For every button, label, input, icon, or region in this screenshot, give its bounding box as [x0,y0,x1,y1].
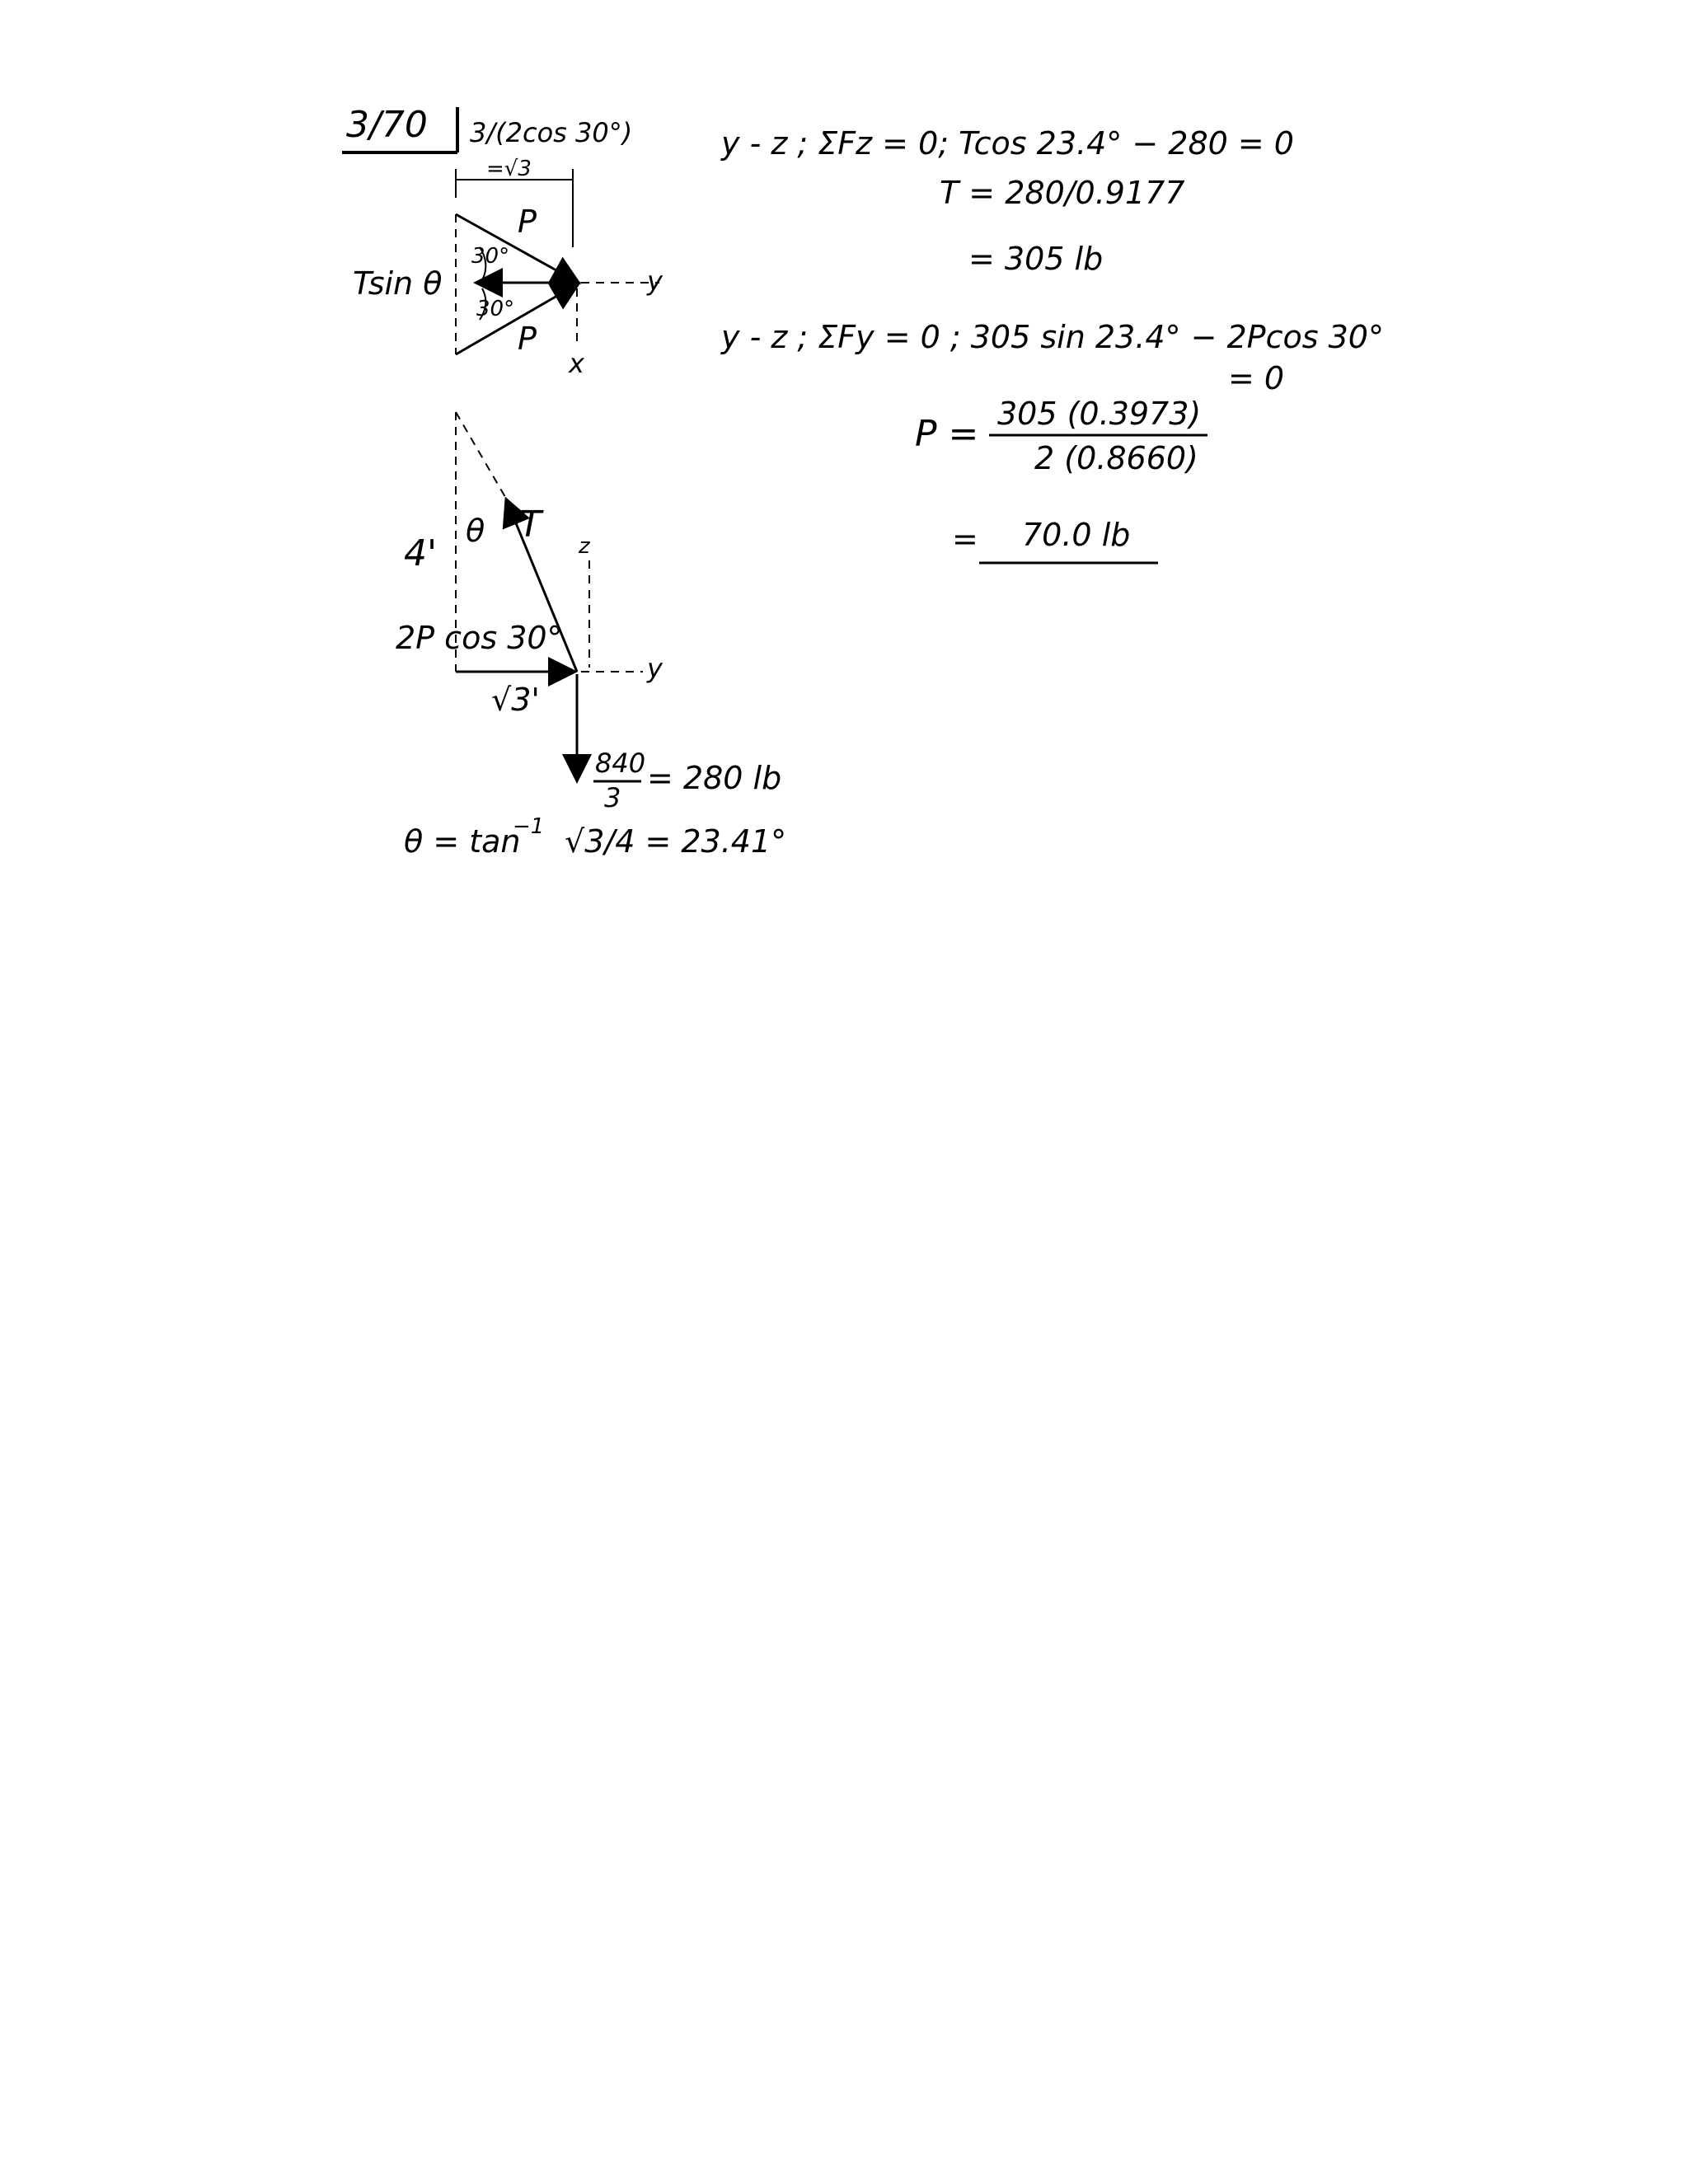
equation-T: T = 280/0.9177 [940,175,1185,211]
angle-bottom: 30° [476,297,515,321]
equation-P-result: 70.0 lb [1022,517,1131,553]
equation-T-result: = 305 lb [968,241,1104,277]
equation-P-result-equals: = [952,521,978,557]
label-P-top: P [518,204,537,240]
axis-x-top: x [569,348,584,379]
equation-sum-fy: y - z ; ΣFy = 0 ; 305 sin 23.4° − 2Pcos 30° [721,319,1384,355]
geometry-value: =√3 [486,157,532,181]
theta-equation-rhs: √3/4 = 23.41° [565,823,787,860]
equation-sum-fy-zero: = 0 [1228,360,1285,396]
top-view-triangle [456,214,659,357]
tension-label: T [519,504,542,546]
theta-label: θ [466,513,485,549]
weight-fraction-denominator: 3 [604,782,621,813]
angle-top: 30° [471,244,510,269]
theta-equation-sup: −1 [513,814,545,839]
weight-result: = 280 lb [647,760,782,796]
label-Tsin-theta: Tsin θ [353,265,443,302]
base-label: √3' [491,682,540,718]
label-P-bottom: P [518,321,537,357]
height-label: 4' [404,532,438,574]
axis-z: z [579,534,590,559]
axis-y-side: y [647,653,663,684]
equation-P-denominator: 2 (0.8660) [1034,440,1198,476]
equation-sum-fz: y - z ; ΣFz = 0; Tcos 23.4° − 280 = 0 [721,125,1294,162]
theta-equation-lhs: θ = tan [404,823,521,860]
force-label-2Pcos30: 2P cos 30° [396,620,563,656]
axis-y-top: y [647,265,663,297]
side-view-triangle [456,412,646,781]
geometry-note: 3/(2cos 30°) [470,117,633,148]
weight-fraction-numerator: 840 [595,748,646,779]
problem-number: 3/70 [346,104,428,146]
equation-P-numerator: 305 (0.3973) [997,396,1202,432]
equation-P-lhs: P = [915,413,979,455]
